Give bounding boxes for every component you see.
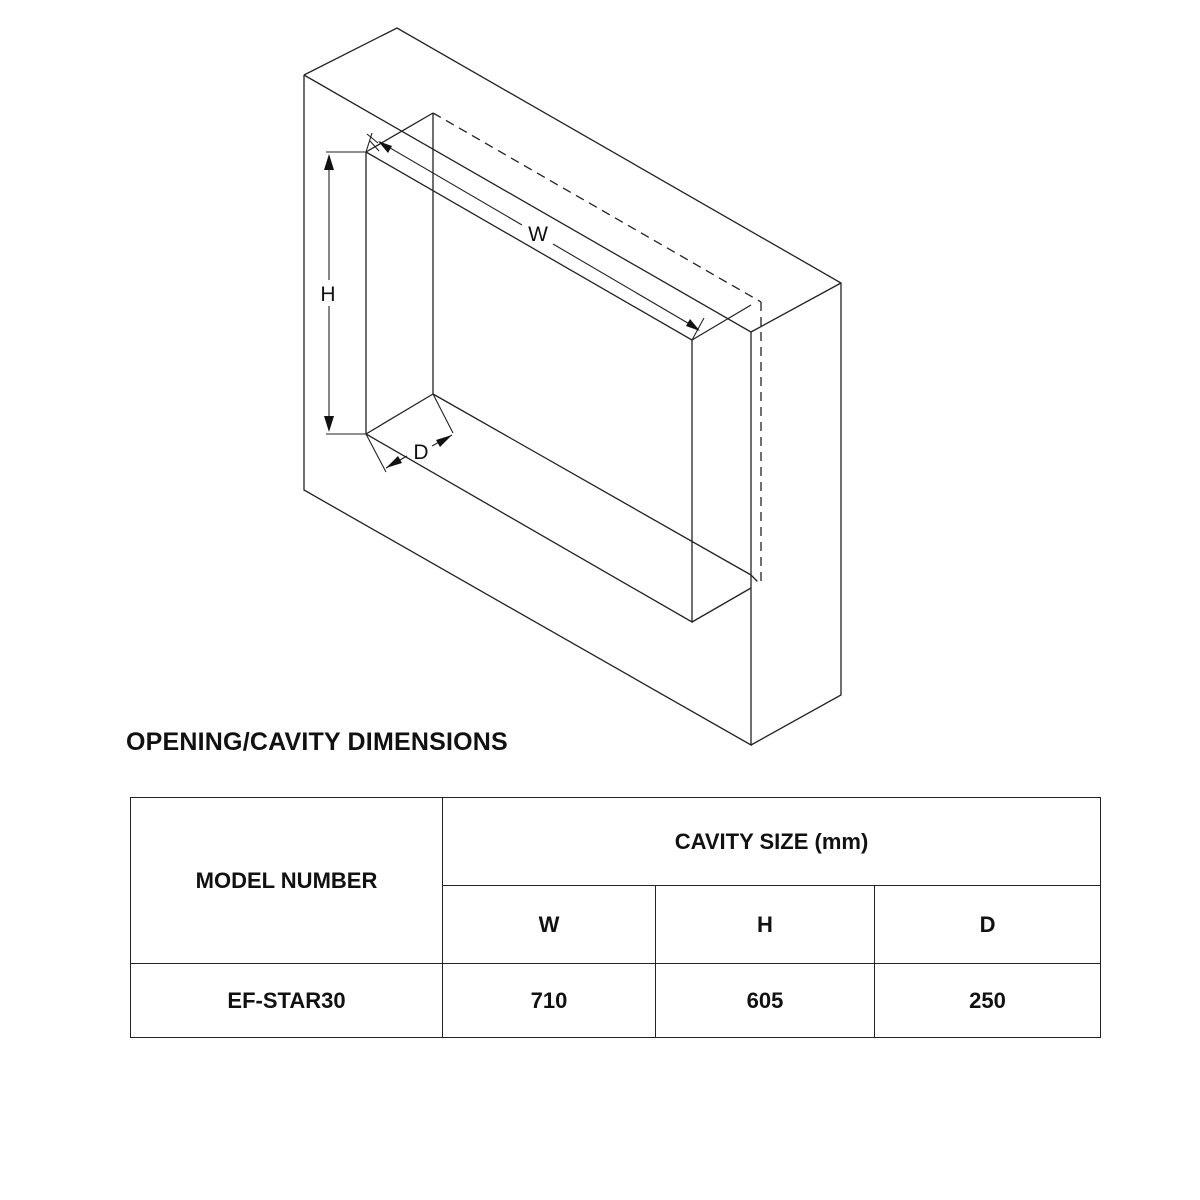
model-number-header: MODEL NUMBER [131, 798, 443, 964]
wall-block [304, 28, 841, 745]
width-dimension [366, 133, 704, 340]
depth-value-cell: 250 [875, 964, 1101, 1038]
height-value-cell: 605 [656, 964, 875, 1038]
depth-label: D [413, 441, 429, 464]
column-header-w: W [443, 886, 656, 964]
model-number-cell: EF-STAR30 [131, 964, 443, 1038]
height-label: H [320, 283, 336, 306]
cavity-opening [366, 113, 761, 622]
table-row [131, 964, 1101, 1038]
column-header-d: D [875, 886, 1101, 964]
section-title: OPENING/CAVITY DIMENSIONS [126, 728, 508, 756]
width-label: W [528, 223, 548, 246]
column-header-h: H [656, 886, 875, 964]
height-dimension [320, 152, 366, 434]
width-value-cell: 710 [443, 964, 656, 1038]
cavity-size-header: CAVITY SIZE (mm) [443, 798, 1101, 886]
depth-dimension [366, 394, 453, 472]
dimensions-table [130, 797, 1101, 1038]
